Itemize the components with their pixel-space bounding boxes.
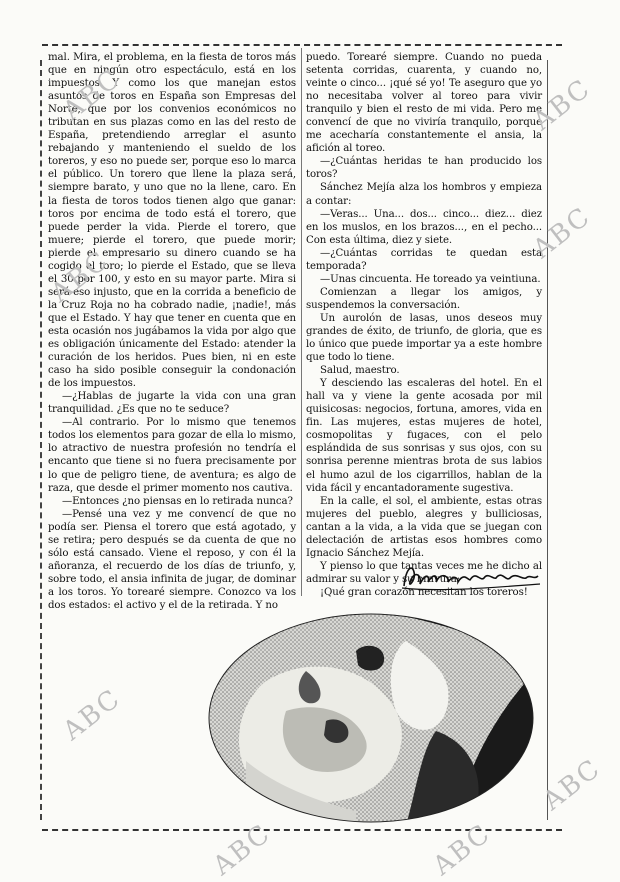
paragraph: Comienzan a llegar los amigos, y suspendemos la conversación. [306, 286, 542, 311]
abc-watermark: ABC [45, 245, 115, 309]
paragraph: —Al contrario. Por lo mismo que tenemos todos los elementos para gozar de ella lo mismo, lo atractivo de nuestra profesión no tendría el encanto que tiene si no fuera precisamente por lo que de peligro tiene, de aventura; es algo de raza, que desde el primer momento nos cautiva. [48, 417, 296, 494]
paragraph: Un aurolón de lasas, unos deseos muy grandes de éxito, de triunfo, de gloria, que es lo único que puede importar ya a este hombre que todo lo tiene. [306, 312, 542, 364]
paragraph: —¿Cuántas heridas te han producido los toros? [306, 156, 542, 181]
paragraph: —Entonces ¿no piensas en lo retirada nunca? [62, 495, 293, 507]
paragraph: ¡Qué gran corazón necesitan los toreros! [320, 586, 528, 598]
bullfight-photo [206, 611, 536, 825]
paragraph: Y desciendo las escaleras del hotel. En el hall va y viene la gente acosada por mil quisicosas: negocios, fortuna, amores, vida en fin. Las mujeres, estas mujeres de hotel, cosmopolitas y fugaces, con el pelo esplándida de sus sonrisas y sus ojos, con su sonrisa perenne mientras brota de sus labios el humo azul de los cigarrillos, hablan de la vida fácil y encantadoramente sugestiva. [306, 378, 542, 494]
signature-scribble-icon [398, 558, 544, 594]
column-divider [301, 48, 302, 596]
paragraph: Y pienso lo que tantas veces me he dicho al admirar su valor y su bravura: [306, 560, 542, 585]
paragraph: —¿Cuántas corridas te quedan esta temporada? [306, 247, 542, 272]
abc-watermark: ABC [427, 818, 497, 882]
paragraph: —¿Hablas de jugarte la vida con una gran tranquilidad. ¿Es que no te seduce? [48, 391, 296, 416]
paragraph: —Pensé una vez y me convencí de que no podía ser. Piensa el torero que está agotado, y se retira; pero después se da cuenta de que no sólo está cansado. Viene el reposo, y con él la añoranza, el recuerdo de los días de triunfo, y, sobre todo, el ansia infinita de jugar, de dominar a los toros. Yo torearé siempre. Conozco va los dos estados: el activo y el de la retirada. Y no [48, 508, 296, 611]
author-signature [398, 558, 544, 594]
paragraph: mal. Mira, el problema, en la fiesta de toros más que en ningún otro espectáculo, está en los impuestos. Y como los que manejan estos asuntos de toros en España son Empresas del Norte, que por los convenios económicos no tributan en sus plazas como en las del resto de España, pretendiendo arreglar el asunto rebajando y manteniendo el sueldo de los toreros, y eso no puede ser, porque eso lo marca el público. Un torero que llene la plaza será, siempre barato, y uno que no la llene, caro. En la fiesta de toros todos tienen algo que ganar: toros por encima de todo está el torero, que puede perder la vida. Pierde el torero, que muere; pierde el torero, que puede morir; pierde el empresario su dinero cuando se ha cogido el toro; lo pierde el Estado, que se lleva el 30 por 100, y esto en su mayor parte. Mira si será eso injusto, que en la corrida a beneficio de la Cruz Roja no ha cobrado nadie, ¡nadie!, más que el Estado. Y hay que tener en cuenta que en esta ocasión nos jugábamos la vida por algo que es obligación únicamente del Estado: atender la curación de los heridos. Pues bien, ni en este caso ha sido posible conseguir la condonación de los impuestos. [48, 52, 296, 390]
right-margin-rule [547, 60, 548, 820]
abc-watermark: ABC [57, 683, 127, 747]
abc-watermark: ABC [537, 753, 607, 817]
article-left-column [45, 51, 296, 612]
abc-watermark: ABC [207, 818, 277, 882]
paragraph: Salud, maestro. [320, 365, 400, 377]
article-right-column [306, 51, 542, 599]
paragraph: puedo. Torearé siempre. Cuando no pueda setenta corridas, cuarenta, y cuando no, veinte o cinco... ¡qué sé yo! Te aseguro que yo no necesitaba volver al toreo para vivir tranquilo y bien el resto de mi vida. Pero me convencí de que no viviría tranquilo, porque me acecharía constantemente el ansia, la afición al toreo. [306, 52, 542, 155]
abc-watermark: ABC [57, 63, 127, 127]
top-cut-rule [42, 44, 562, 46]
bullfighter-image-icon [206, 611, 536, 825]
paragraph: En la calle, el sol, el ambiente, estas otras mujeres del pueblo, alegres y bulliciosas, cantan a la vida, a la vida que se juegan con delectación de artistas esos hombres como Ignacio Sánchez Mejía. [306, 495, 542, 559]
paragraph: —Veras... Una... dos... cinco... diez... diez en los muslos, en los brazos..., en el pecho... Con esta última, diez y siete. [306, 208, 542, 246]
abc-watermark: ABC [527, 73, 597, 137]
paragraph: Sánchez Mejía alza los hombros y empieza a contar: [306, 182, 542, 207]
paragraph: —Unas cincuenta. He toreado ya veintiuna. [320, 273, 541, 285]
left-margin-rule [40, 60, 42, 820]
abc-watermark: ABC [527, 201, 597, 265]
